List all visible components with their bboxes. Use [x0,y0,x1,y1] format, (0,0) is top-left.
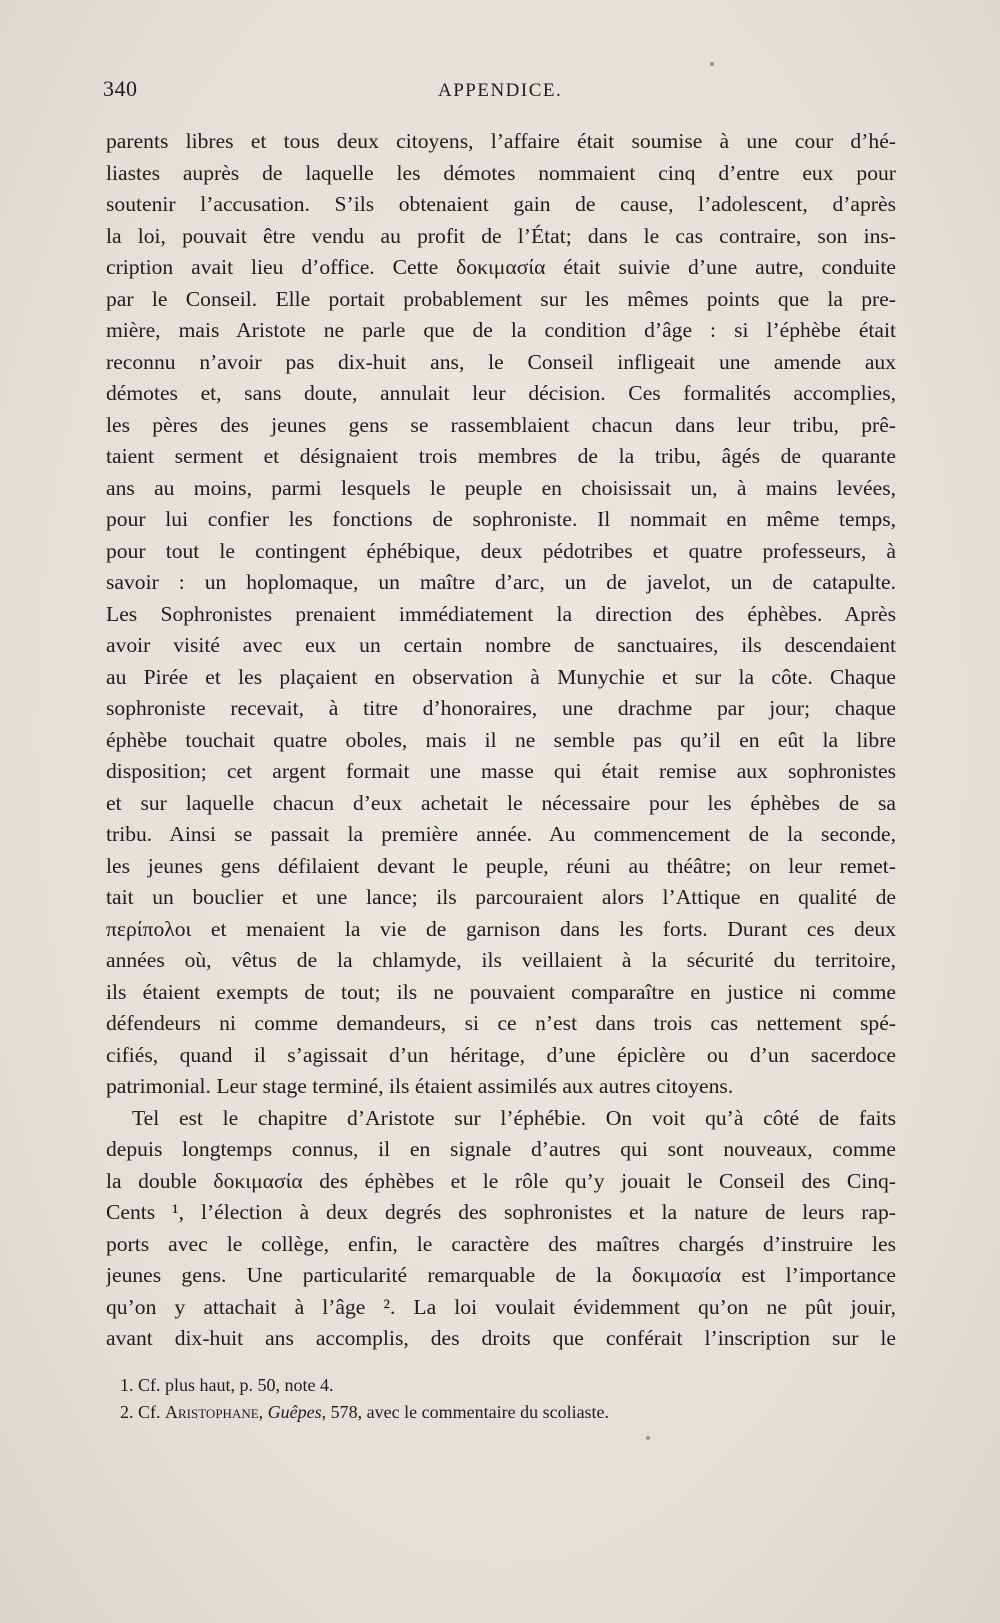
text-line: liastes auprès de laquelle les démotes nommaient cinq d’entre eux pour [106,160,896,185]
text-line: avoir visité avec eux un certain nombre de sanctuaires, ils descendaient [106,633,896,657]
text-line: περίπολοι et menaient la vie de garnison dans les forts. Durant ces deux [106,916,896,941]
footnote-2-author: Aristophane [165,1402,259,1422]
text-line: tribu. Ainsi se passait la première année. Au commencement de la seconde, [106,822,896,846]
text-line: qu’on y attachait à l’âge ². La loi voulait évidemment qu’on ne pût jouir, [106,1294,896,1319]
footnote-1: 1. Cf. plus haut, p. 50, note 4. [120,1375,334,1395]
text-line: pour lui confier les fonctions de sophroniste. Il nommait en même temps, [106,507,896,531]
text-line: avant dix-huit ans accomplis, des droits que conférait l’inscription sur le [106,1326,896,1350]
text-line: disposition; cet argent formait une masse qui était remise aux sophronistes [106,759,896,783]
text-line: cription avait lieu d’office. Cette δοκιμασία était suivie d’une autre, conduite [106,255,896,279]
text-line: et sur laquelle chacun d’eux achetait le nécessaire pour les éphèbes de sa [106,790,896,815]
page-number: 340 [103,76,138,101]
text-line: ports avec le collège, enfin, le caractère des maîtres chargés d’instruire les [106,1231,896,1256]
body-text [106,126,896,1355]
text-line: défendeurs ni comme demandeurs, si ce n’est dans trois cas nettement spé- [106,1011,896,1035]
text-line: mière, mais Aristote ne parle que de la condition d’âge : si l’éphèbe était [106,318,896,342]
text-line: éphèbe touchait quatre oboles, mais il ne semble pas qu’il en eût la libre [106,727,896,752]
text-line: la loi, pouvait être vendu au profit de l’État; dans le cas contraire, son ins- [106,223,896,248]
text-line: pour tout le contingent éphébique, deux pédotribes et quatre professeurs, à [106,538,896,563]
text-line: années où, vêtus de la chlamyde, ils veillaient à la sécurité du territoire, [106,948,896,972]
text-line: tait un bouclier et une lance; ils parcouraient alors l’Attique en qualité de [106,885,896,909]
text-line: au Pirée et les plaçaient en observation à Munychie et sur la côte. Chaque [106,664,896,689]
text-line: la double δοκιμασία des éphèbes et le rôle qu’y jouait le Conseil des Cinq- [106,1168,896,1193]
text-line: ans au moins, parmi lesquels le peuple en choisissait un, à mains levées, [106,475,896,500]
text-line: les pères des jeunes gens se rassemblaient chacun dans leur tribu, prê- [106,412,896,437]
footnote-2-prefix: 2. Cf. [120,1402,165,1422]
text-line: parents libres et tous deux citoyens, l’affaire était soumise à une cour d’hé- [106,129,896,153]
text-line: sophroniste recevait, à titre d’honoraires, une drachme par jour; chaque [106,696,896,720]
text-line: reconnu n’avoir pas dix-huit ans, le Conseil infligeait une amende aux [106,349,896,374]
footnote-2 [120,1399,880,1426]
text-line: par le Conseil. Elle portait probablement sur les mêmes points que la pre- [106,286,896,311]
text-line: depuis longtemps connus, il en signale d’autres qui sont nouveaux, comme [106,1137,896,1161]
text-line: patrimonial. Leur stage terminé, ils étaient assimilés aux autres citoyens. [106,1074,734,1098]
footnote-2-separator: , [258,1402,268,1422]
paragraph-start-line: Tel est le chapitre d’Aristote sur l’éphébie. On voit qu’à côté de faits [132,1105,896,1130]
footnote-2-work: Guêpes [267,1402,322,1422]
text-line: Cents ¹, l’élection à deux degrés des sophronistes et la nature de leurs rap- [106,1200,896,1224]
paper-speck [646,1436,650,1440]
text-line: cifiés, quand il s’agissait d’un héritage, d’une épiclère ou d’un sacerdoce [106,1042,896,1067]
text-line: ils étaient exempts de tout; ils ne pouvaient comparaître en justice ni comme [106,979,896,1004]
footnote-2-rest: , 578, avec le commentaire du scoliaste. [321,1402,610,1422]
text-line: démotes et, sans doute, annulait leur décision. Ces formalités accomplies, [106,381,896,405]
footnotes [120,1372,880,1426]
text-line: taient serment et désignaient trois membres de la tribu, âgés de quarante [106,444,896,468]
text-line: Les Sophronistes prenaient immédiatement la direction des éphèbes. Après [106,601,896,626]
text-line: savoir : un hoplomaque, un maître d’arc, un de javelot, un de catapulte. [106,570,896,594]
text-line: les jeunes gens défilaient devant le peuple, réuni au théâtre; on leur remet- [106,853,896,878]
text-line: soutenir l’accusation. S’ils obtenaient gain de cause, l’adolescent, d’après [106,192,896,216]
text-line: jeunes gens. Une particularité remarquable de la δοκιμασία est l’importance [106,1263,896,1287]
paper-speck [710,62,714,66]
running-head: APPENDICE. [438,80,563,101]
